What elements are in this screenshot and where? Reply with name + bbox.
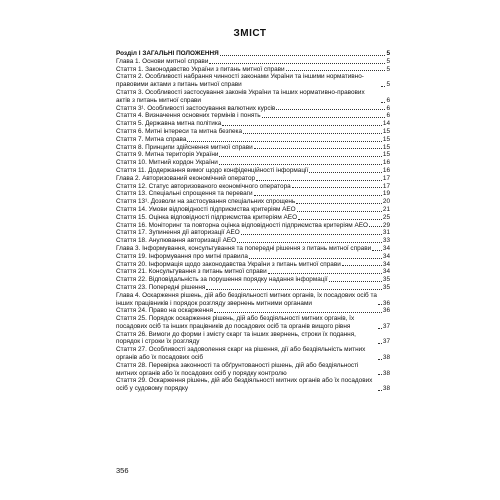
toc-entry-page: 5 [386, 57, 390, 65]
toc-entry [116, 190, 390, 198]
toc-entry-title: Стаття 22. Відповідальність за порушення порядку надання інформації [116, 276, 328, 284]
dot-leader [254, 147, 382, 149]
page-number: 356 [116, 466, 129, 475]
toc-entry-title: Глава 4. Оскарження рішень, дій або бездіяльності митних органів, їх посадових осіб та інших працівників і порядок розгляду звернень митними органами [116, 291, 377, 307]
dot-leader [249, 257, 382, 259]
table-of-contents [116, 50, 390, 393]
toc-entry-title: Глава 2. Авторизований економічний оператор [116, 174, 256, 182]
toc-entry-page: 25 [382, 213, 390, 221]
dot-leader [309, 171, 382, 173]
toc-entry-title: Стаття 5. Державна митна політика [116, 120, 222, 128]
toc-entry [116, 89, 390, 105]
toc-entry-title: Стаття 19. Інформування про митні правила [116, 252, 248, 260]
toc-entry-page: 29 [382, 221, 390, 229]
dot-leader [378, 373, 382, 375]
dot-leader [381, 101, 385, 103]
dot-leader [372, 249, 382, 251]
toc-entry-page: 33 [382, 237, 390, 245]
toc-entry-title: Стаття 12. Статус авторизованого економічного оператора [116, 182, 291, 190]
toc-entry-title: Стаття 15. Оцінка відповідності підприємства критеріям АЕО [116, 213, 298, 221]
toc-entry-title: Стаття 1. Законодавство України з питань митної справи [116, 65, 285, 73]
dot-leader [219, 163, 382, 165]
toc-entry-title: Розділ І ЗАГАЛЬНІ ПОЛОЖЕННЯ [116, 50, 219, 57]
toc-entry-title: Стаття 9. Митна територія України [116, 151, 219, 159]
toc-entry-title: Стаття 20. Інформація щодо законодавства України з питань митної справи [116, 260, 341, 268]
toc-entry [116, 136, 390, 144]
toc-entry [116, 112, 390, 120]
toc-entry [116, 245, 390, 253]
dot-leader [286, 69, 386, 71]
toc-entry-title: Стаття 11. Додержання вимог щодо конфіденційності інформації [116, 166, 309, 174]
toc-entry [116, 362, 390, 378]
dot-leader [292, 186, 382, 188]
toc-entry [116, 229, 390, 237]
toc-entry [116, 198, 390, 206]
toc-entry [116, 50, 390, 58]
toc-entry [116, 292, 390, 308]
toc-entry [116, 214, 390, 222]
dot-leader [243, 132, 382, 134]
dot-leader [297, 210, 382, 212]
toc-entry-page: 36 [382, 307, 390, 315]
toc-entry-page: 35 [382, 283, 390, 291]
toc-entry-page: 15 [382, 151, 390, 159]
toc-entry [116, 237, 390, 245]
toc-entry-title: Стаття 16. Моніторинг та повторна оцінка відповідності підприємства критеріям АЕО [116, 221, 368, 229]
toc-entry-title: Стаття 13¹. Дозволи на застосування спеціальних спрощень [116, 198, 296, 206]
dot-leader [378, 327, 382, 329]
toc-entry-page: 15 [382, 143, 390, 151]
toc-entry [116, 58, 390, 66]
toc-entry-page: 14 [382, 120, 390, 128]
dot-leader [206, 288, 382, 290]
dot-leader [237, 241, 382, 243]
toc-entry-title: Стаття 18. Анулювання авторизації АЕО [116, 237, 237, 245]
toc-entry-title: Стаття 21. Консультування з питань митної справи [116, 268, 267, 276]
dot-leader [369, 225, 382, 227]
toc-entry-title: Стаття 4. Визначення основних термінів і понять [116, 112, 261, 120]
toc-entry-page: 34 [382, 252, 390, 260]
toc-entry-page: 5 [386, 81, 390, 89]
toc-entry-title: Стаття 26. Вимоги до форми і змісту скарг та інших звернень, строки їх подання, порядок і строки їх розгляду [116, 330, 356, 346]
toc-entry-page: 17 [382, 182, 390, 190]
dot-leader [254, 194, 382, 196]
toc-entry [116, 315, 390, 331]
toc-entry-page: 36 [382, 299, 390, 307]
toc-entry-page: 6 [386, 96, 390, 104]
toc-entry-page: 6 [386, 104, 390, 112]
dot-leader [219, 155, 381, 157]
toc-entry-title: Стаття 7. Митна справа [116, 135, 187, 143]
toc-entry [116, 167, 390, 175]
toc-entry [116, 159, 390, 167]
toc-entry [116, 175, 390, 183]
toc-entry [116, 206, 390, 214]
toc-entry [116, 151, 390, 159]
toc-entry [116, 377, 390, 393]
dot-leader [378, 303, 382, 305]
toc-entry-title: Стаття 13. Спеціальні спрощення та переваги [116, 190, 253, 198]
dot-leader [378, 358, 382, 360]
toc-entry-page: 15 [382, 127, 390, 135]
toc-entry-page: 19 [382, 190, 390, 198]
toc-entry-page: 38 [382, 369, 390, 377]
toc-entry-page: 34 [382, 260, 390, 268]
dot-leader [276, 108, 385, 110]
toc-entry-page: 37 [382, 322, 390, 330]
dot-leader [381, 85, 385, 87]
toc-entry [116, 261, 390, 269]
dot-leader [214, 311, 382, 313]
toc-entry-title: Стаття 2. Особливості набрання чинності законами України та іншими нормативно-правовими актами з питань митної справи [116, 73, 364, 89]
toc-entry-page: 20 [382, 198, 390, 206]
dot-leader [241, 233, 382, 235]
dot-leader [378, 342, 382, 344]
dot-leader [298, 218, 382, 220]
toc-entry-title: Стаття 6. Митні інтереси та митна безпека [116, 127, 243, 135]
toc-entry-page: 5 [386, 65, 390, 73]
toc-entry-page: 34 [382, 244, 390, 252]
toc-entry-title: Стаття 29. Оскарження рішень, дій або бездіяльності митних органів або їх посадових осіб у судовому порядку [116, 377, 373, 393]
toc-entry [116, 128, 390, 136]
toc-entry [116, 346, 390, 362]
toc-entry-title: Стаття 27. Особливості задоволення скарг на рішення, дії або бездіяльність митних органів або їх посадових осіб [116, 346, 366, 362]
toc-entry-title: Стаття 14. Умови відповідності підприємства критеріям АЕО [116, 205, 296, 213]
toc-entry-title: Стаття 17. Зупинення дії авторизації АЕО [116, 229, 240, 237]
toc-entry-page: 38 [382, 385, 390, 393]
toc-entry-title: Стаття 3¹. Особливості застосування валютних курсів [116, 104, 276, 112]
dot-leader [222, 124, 382, 126]
dot-leader [187, 140, 381, 142]
page-title: ЗМІСТ [233, 28, 267, 39]
toc-entry [116, 120, 390, 128]
toc-entry-page: 5 [386, 50, 390, 57]
dot-leader [342, 264, 382, 266]
toc-entry-title: Стаття 25. Порядок оскарження рішень, дій або бездіяльності митних органів, їх посадових осіб та інших працівників до посадових осіб та органів вищого рівня [116, 315, 355, 330]
dot-leader [209, 62, 385, 64]
dot-leader [256, 179, 382, 181]
dot-leader [296, 202, 382, 204]
toc-entry-title: Глава 1. Основи митної справи [116, 57, 209, 65]
toc-entry-page: 16 [382, 166, 390, 174]
dot-leader [262, 116, 386, 118]
dot-leader [268, 272, 382, 274]
toc-entry-page: 15 [382, 135, 390, 143]
toc-entry-page: 37 [382, 338, 390, 346]
toc-entry [116, 253, 390, 261]
dot-leader [329, 280, 382, 282]
toc-entry [116, 331, 390, 347]
toc-entry-title: Стаття 8. Принципи здійснення митної справи [116, 143, 253, 151]
toc-entry-page: 17 [382, 174, 390, 182]
toc-entry-page: 16 [382, 159, 390, 167]
toc-entry [116, 268, 390, 276]
dot-leader [220, 54, 386, 56]
toc-entry-page: 31 [382, 229, 390, 237]
toc-entry [116, 307, 390, 315]
toc-entry-title: Стаття 28. Перевірка законності та обґрунтованості рішень, дій або бездіяльності митних органів або їх посадових осіб у порядку контролю [116, 361, 359, 377]
toc-entry [116, 284, 390, 292]
toc-entry-title: Стаття 10. Митний кордон України [116, 159, 218, 167]
toc-entry [116, 276, 390, 284]
toc-entry-page: 38 [382, 354, 390, 362]
toc-entry-page: 34 [382, 268, 390, 276]
toc-entry-page: 6 [386, 112, 390, 120]
toc-entry-title: Стаття 23. Попередні рішення [116, 283, 206, 291]
toc-entry-page: 21 [382, 205, 390, 213]
toc-entry-title: Стаття 24. Право на оскарження [116, 307, 213, 315]
toc-entry [116, 73, 390, 89]
toc-entry-title: Глава 3. Інформування, консультування та попередні рішення з питань митної справи [116, 244, 372, 252]
toc-entry-page: 35 [382, 276, 390, 284]
dot-leader [378, 389, 382, 391]
toc-entry-title: Стаття 3. Особливості застосування законів України та інших нормативно-правових актів з питань митної справи [116, 88, 365, 104]
